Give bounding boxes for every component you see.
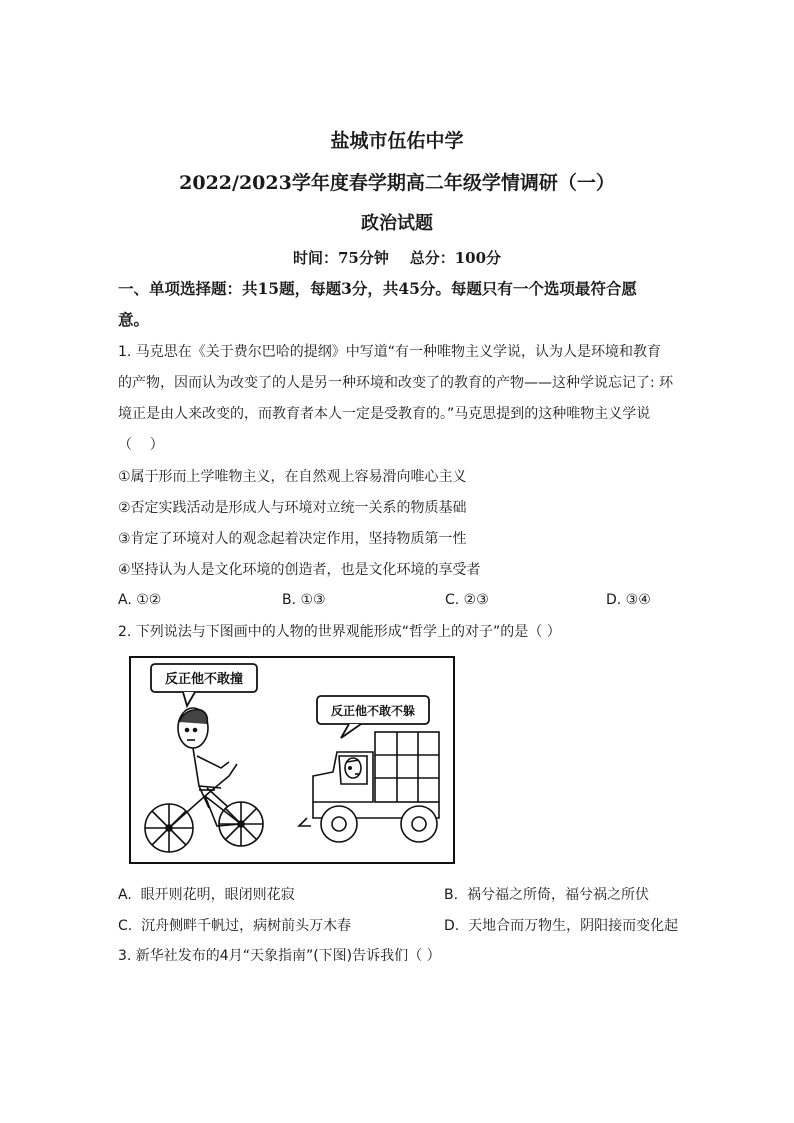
question-1-answer-paren: （ ） [118, 437, 164, 453]
question-1-option-c: C. ②③ [445, 592, 489, 608]
time-score-line: 时间：75分钟 总分：100分 [292, 249, 502, 267]
exam-title: 2022/2023学年度春学期高二年级学情调研（一） [179, 172, 615, 194]
question-2-stem: 2. 下列说法与下图画中的人物的世界观能形成“哲学上的对子”的是（ ） [118, 624, 561, 640]
question-1-statement-2: ②否定实践活动是形成人与环境对立统一关系的物质基础 [118, 500, 467, 516]
section-heading-line2: 意。 [118, 310, 150, 329]
question-1-stem-line1: 1. 马克思在《关于费尔巴哈的提纲》中写道“有一种唯物主义学说，认为人是环境和教育 [118, 344, 662, 360]
question-2-option-a: A. 眼开则花明，眼闭则花寂 [118, 887, 295, 903]
question-1-statement-4: ④坚持认为人是文化环境的创造者，也是文化环境的享受者 [118, 562, 481, 578]
section-heading-line1: 一、单项选择题：共15题，每题3分，共45分。每题只有一个选项最符合愿 [118, 279, 637, 298]
question-2-option-d: D. 天地合而万物生，阴阳接而变化起 [444, 918, 679, 934]
question-1-option-d: D. ③④ [606, 592, 651, 608]
question-1-statement-3: ③肯定了环境对人的观念起着决定作用，坚持物质第一性 [118, 531, 467, 547]
question-3-stem: 3. 新华社发布的4月“天象指南”(下图)告诉我们（ ） [118, 948, 441, 964]
question-1-stem-line3: 境正是由人来改变的，而教育者本人一定是受教育的。”马克思提到的这种唯物主义学说 [118, 406, 651, 422]
subject-title: 政治试题 [361, 213, 433, 234]
question-1-option-a: A. ①② [118, 592, 162, 608]
school-name: 盐城市伍佑中学 [330, 130, 464, 152]
question-1-statement-1: ①属于形而上学唯物主义，在自然观上容易滑向唯心主义 [118, 469, 467, 485]
bubble-text-driver: 反正他不敢不躲 [330, 704, 416, 718]
question-2-option-c: C. 沉舟侧畔千帆过，病树前头万木春 [118, 918, 352, 934]
question-2-option-b: B. 祸兮福之所倚，福兮祸之所伏 [444, 887, 649, 903]
question-1-option-b: B. ①③ [282, 592, 326, 608]
question-1-stem-line2: 的产物，因而认为改变了的人是另一种环境和改变了的教育的产物——这种学说忘记了: 环 [118, 375, 674, 391]
bubble-text-cyclist: 反正他不敢撞 [164, 672, 244, 687]
cartoon-illustration [129, 656, 455, 864]
